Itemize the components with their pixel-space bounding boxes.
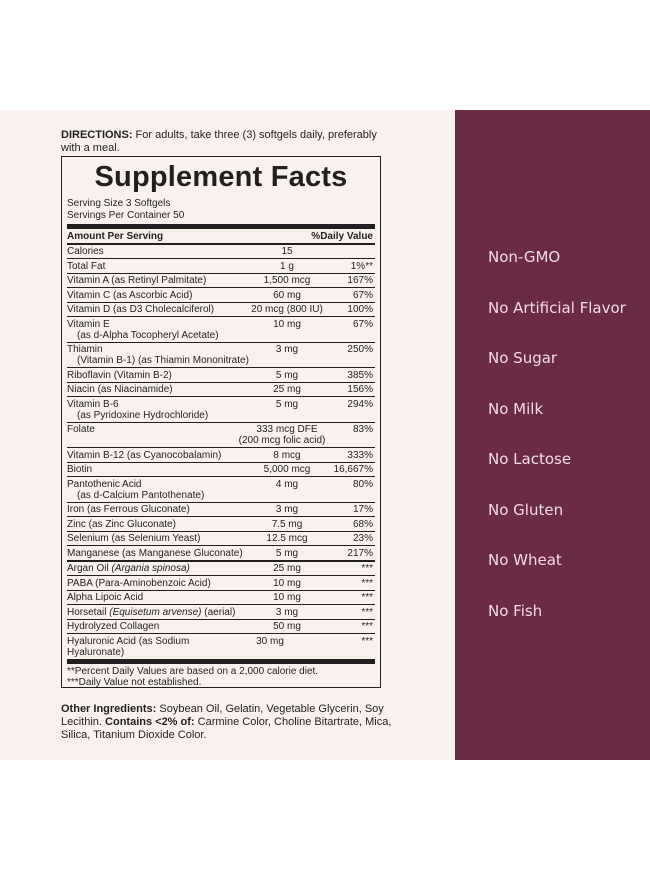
- nutrient-name: Vitamin C (as Ascorbic Acid): [67, 289, 193, 301]
- other-ingredient-row: [67, 633, 375, 659]
- ingredient-amount: 30 mg: [256, 635, 284, 647]
- nutrient-source: (Vitamin B-1) (as Thiamin Mononitrate): [77, 355, 249, 366]
- other-ingredient-row: [67, 562, 375, 576]
- nutrient-rows: [67, 245, 375, 560]
- contains-list: Carmine Color, Choline Bitartrate, Mica, Silica, Titanium Dioxide Color.: [61, 716, 392, 741]
- footnote-not-established: ***Daily Value not established.: [67, 677, 202, 688]
- nutrient-row: [67, 516, 375, 531]
- nutrient-daily-value: 385%: [347, 369, 373, 381]
- ingredient-name-text: PABA (Para-Aminobenzoic Acid): [67, 577, 211, 589]
- nutrient-name: Folate: [67, 424, 95, 435]
- nutrient-daily-value: 217%: [347, 547, 373, 559]
- facts-header-row: [67, 229, 375, 243]
- nutrient-name: Vitamin B-6: [67, 398, 119, 410]
- ingredient-name-text: Hyaluronic Acid (as Sodium Hyaluronate): [67, 635, 190, 658]
- other-ingredient-row: [67, 619, 375, 634]
- nutrient-amount: 3 mg: [275, 344, 299, 355]
- nutrient-row: [67, 531, 375, 546]
- other-ingredient-row: [67, 604, 375, 619]
- nutrient-daily-value: 23%: [352, 533, 373, 544]
- product-info-band: [0, 110, 650, 760]
- ingredient-daily-value: ***: [361, 635, 373, 647]
- nutrient-name: Zinc (as Zinc Gluconate): [67, 518, 176, 530]
- claim-item: No Artificial Flavor: [488, 298, 626, 317]
- directions-label: DIRECTIONS:: [61, 129, 133, 141]
- nutrient-row: [67, 382, 375, 397]
- nutrient-daily-value: 294%: [347, 398, 373, 410]
- ingredient-name-text: Hydrolyzed Collagen: [67, 621, 160, 632]
- ingredient-name-text: Argan Oil: [67, 563, 112, 574]
- nutrient-daily-value: 167%: [347, 275, 373, 286]
- ingredient-name: [67, 592, 245, 603]
- ingredient-botanical-name: (Equisetum arvense): [109, 606, 202, 618]
- nutrient-name: Biotin: [67, 464, 93, 475]
- nutrient-amount: 3 mg: [275, 504, 299, 515]
- nutrient-daily-value: 67%: [352, 318, 373, 330]
- nutrient-daily-value: 17%: [352, 504, 373, 515]
- nutrient-amount: 5,000 mcg: [263, 464, 311, 475]
- nutrient-amount: 1 g: [280, 260, 294, 272]
- claim-item: No Lactose: [488, 450, 572, 468]
- other-ingredients-list: Soybean Oil, Gelatin, Vegetable Glycerin, Soy Lecithin.: [61, 703, 384, 728]
- nutrient-amount: 8 mcg: [273, 449, 301, 461]
- ingredient-amount: 3 mg: [275, 606, 299, 618]
- ingredient-daily-value: ***: [361, 577, 373, 589]
- nutrient-daily-value: 333%: [347, 449, 373, 461]
- nutrient-row: [67, 502, 375, 517]
- directions-text: [61, 129, 396, 155]
- claim-item: No Gluten: [488, 500, 564, 519]
- nutrient-amount: 5 mg: [275, 547, 299, 559]
- claim-item: Non-GMO: [488, 248, 561, 266]
- directions-body: For adults, take three (3) softgels daily, preferably with a meal.: [61, 129, 377, 154]
- ingredient-name-text: Horsetail: [67, 606, 110, 618]
- nutrient-amount: 15: [281, 246, 293, 257]
- nutrient-daily-value: 67%: [352, 289, 373, 301]
- claim-item: No Milk: [488, 399, 544, 418]
- label-panel: [0, 110, 455, 760]
- ingredient-part: (aerial): [201, 606, 236, 618]
- nutrient-amount: 5 mg: [275, 369, 299, 381]
- ingredient-name: [67, 607, 245, 618]
- nutrient-amount: 10 mg: [273, 318, 301, 330]
- nutrient-source: (as d-Alpha Tocopheryl Acetate): [77, 329, 219, 341]
- nutrient-name: Total Fat: [67, 260, 106, 272]
- claim-item: No Sugar: [488, 349, 558, 367]
- ingredient-name: [67, 578, 245, 589]
- other-ingredients-label: Other Ingredients:: [61, 703, 157, 715]
- nutrient-row: [67, 273, 375, 288]
- nutrient-row: [67, 258, 375, 273]
- contains-label: Contains <2% of:: [105, 716, 195, 728]
- nutrient-row: [67, 302, 375, 317]
- other-ingredients-text: [61, 703, 396, 742]
- nutrient-daily-value: 100%: [347, 304, 373, 315]
- nutrient-row: [67, 316, 375, 342]
- nutrient-name: Niacin (as Niacinamide): [67, 384, 173, 395]
- nutrient-row: [67, 476, 375, 502]
- footnotes: [67, 664, 375, 689]
- nutrient-name: Vitamin E: [67, 318, 110, 330]
- nutrient-daily-value: 83%: [352, 424, 373, 435]
- ingredient-daily-value: ***: [361, 606, 373, 618]
- nutrient-row: [67, 462, 375, 477]
- nutrient-name: Manganese (as Manganese Gluconate): [67, 547, 243, 559]
- nutrient-name: Selenium (as Selenium Yeast): [67, 533, 201, 544]
- nutrient-name: Vitamin B-12 (as Cyanocobalamin): [67, 449, 222, 461]
- servings-per-container: Servings Per Container 50: [67, 209, 185, 221]
- nutrient-source: (as Pyridoxine Hydrochloride): [77, 409, 209, 421]
- ingredient-name-text: Alpha Lipoic Acid: [67, 592, 144, 603]
- nutrient-amount: 1,500 mcg: [263, 275, 311, 286]
- ingredient-name: [67, 636, 245, 658]
- supplement-facts-title: Supplement Facts: [94, 161, 348, 193]
- ingredient-amount: 10 mg: [273, 592, 301, 603]
- nutrient-daily-value: 80%: [352, 478, 373, 490]
- nutrient-source: (as d-Calcium Pantothenate): [77, 489, 205, 501]
- ingredient-name: [67, 563, 245, 574]
- supplement-facts-box: [61, 156, 381, 688]
- other-ingredient-rows: [67, 562, 375, 659]
- ingredient-amount: 10 mg: [273, 577, 301, 589]
- nutrient-name: Calories: [67, 246, 104, 257]
- nutrient-amount: 4 mg: [275, 478, 299, 490]
- nutrient-row: [67, 545, 375, 560]
- nutrient-row: [67, 422, 375, 448]
- ingredient-daily-value: ***: [361, 563, 373, 574]
- nutrient-daily-value: 16,667%: [333, 464, 373, 475]
- nutrient-amount-note: (200 mcg folic acid): [238, 435, 326, 446]
- other-ingredient-row: [67, 575, 375, 590]
- nutrient-daily-value: 1%**: [350, 260, 373, 272]
- serving-size: Serving Size 3 Softgels: [67, 198, 171, 209]
- claim-item: No Fish: [488, 601, 543, 620]
- nutrient-row: [67, 447, 375, 462]
- ingredient-amount: 25 mg: [273, 563, 301, 574]
- nutrient-name: Riboflavin (Vitamin B-2): [67, 369, 172, 381]
- nutrient-name: Pantothenic Acid: [67, 478, 142, 490]
- footnote-percent-daily: **Percent Daily Values are based on a 2,000 calorie diet.: [67, 665, 319, 677]
- ingredient-botanical-name: (Argania spinosa): [111, 563, 190, 574]
- ingredient-daily-value: ***: [361, 621, 373, 632]
- nutrient-amount: 60 mg: [273, 289, 301, 301]
- nutrient-name: Thiamin: [67, 344, 103, 355]
- nutrient-amount: 5 mg: [275, 398, 299, 410]
- nutrient-name: Vitamin A (as Retinyl Palmitate): [67, 275, 207, 286]
- nutrient-name: Iron (as Ferrous Gluconate): [67, 504, 190, 515]
- nutrient-amount: 12.5 mcg: [266, 533, 308, 544]
- nutrient-daily-value: 68%: [352, 518, 373, 530]
- nutrient-daily-value: 250%: [347, 344, 373, 355]
- nutrient-row: [67, 367, 375, 382]
- nutrient-row: [67, 245, 375, 259]
- nutrient-name: Vitamin D (as D3 Cholecalciferol): [67, 304, 215, 315]
- nutrient-row: [67, 287, 375, 302]
- ingredient-daily-value: ***: [361, 592, 373, 603]
- nutrient-daily-value: 156%: [347, 384, 373, 395]
- nutrient-row: [67, 342, 375, 368]
- nutrient-amount: 333 mcg DFE: [256, 424, 318, 435]
- nutrient-row: [67, 396, 375, 422]
- claim-item: No Wheat: [488, 551, 562, 569]
- claims-panel: [455, 110, 650, 760]
- other-ingredient-row: [67, 590, 375, 605]
- nutrient-amount: 25 mg: [273, 384, 301, 395]
- amount-per-serving-header: Amount Per Serving: [67, 230, 164, 242]
- nutrient-amount: 7.5 mg: [271, 518, 303, 530]
- daily-value-header: %Daily Value: [311, 230, 373, 242]
- ingredient-name: [67, 621, 245, 632]
- ingredient-amount: 50 mg: [273, 621, 301, 632]
- nutrient-amount: 20 mcg (800 IU): [251, 304, 323, 315]
